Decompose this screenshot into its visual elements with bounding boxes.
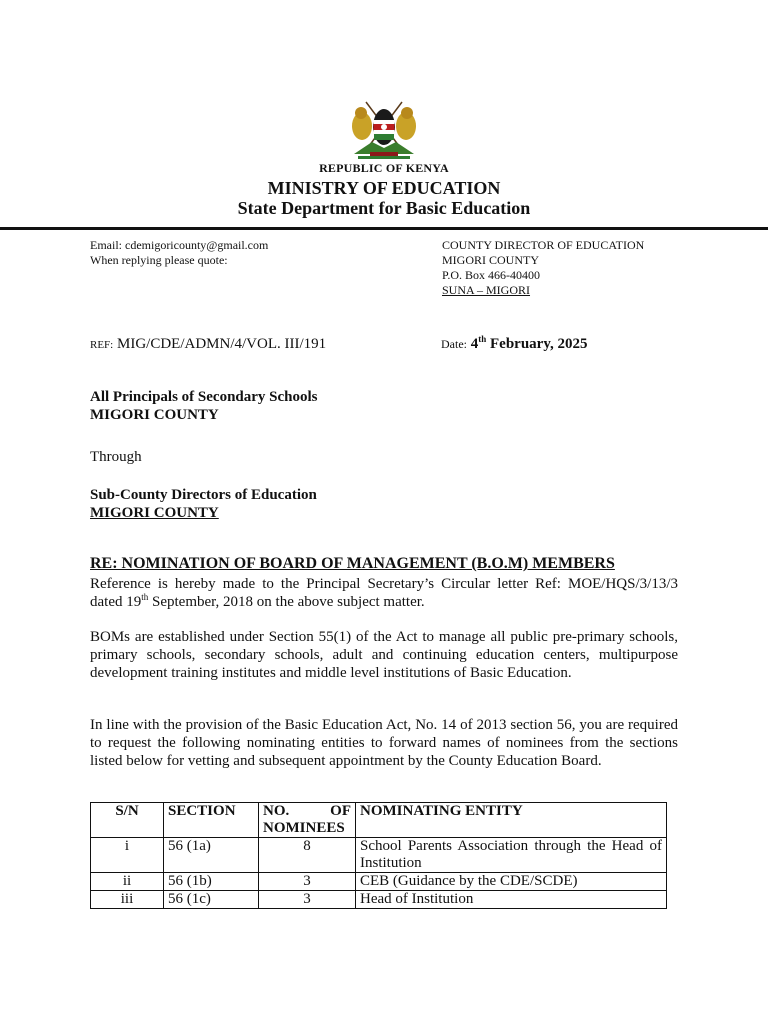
quote-line: When replying please quote:: [90, 253, 228, 267]
row-nominees: 3: [259, 891, 356, 909]
addressee-line-4: MIGORI COUNTY: [90, 505, 219, 521]
paragraph-2: BOMs are established under Section 55(1) of the Act to manage all public pre-primary schools, primary schools, secondary schools, adult and continuing education centers, multipurpose development training institutes and middle level institutions of Basic Education.: [90, 629, 678, 681]
subject-line: RE: NOMINATION OF BOARD OF MANAGEMENT (B.O.M) MEMBERS: [90, 555, 615, 572]
table-row: [91, 873, 667, 891]
header-nominees-a: NO.: [263, 803, 290, 819]
row-nominees: 3: [259, 873, 356, 891]
nominees-table: [90, 802, 667, 909]
header-section: SECTION: [164, 803, 259, 838]
row-section: 56 (1c): [164, 891, 259, 909]
row-entity: CEB (Guidance by the CDE/SCDE): [356, 873, 667, 891]
location-line: SUNA – MIGORI: [442, 283, 531, 297]
paragraph-1: [90, 575, 678, 611]
table-row: [91, 891, 667, 909]
ref-label: REF:: [90, 339, 114, 351]
addressee-line-3: Sub-County Directors of Education: [90, 487, 317, 503]
addressee-secondary: [90, 486, 317, 522]
ministry-heading: MINISTRY OF EDUCATION: [267, 178, 501, 198]
county-line: MIGORI COUNTY: [442, 253, 539, 267]
reference-line: [90, 336, 326, 353]
paragraph-3: In line with the provision of the Basic Education Act, No. 14 of 2013 section 56, you are required to request the following nominating entities to forward names of nominees from the sections listed below for vetting and subsequent appointment by the County Education Board.: [90, 717, 678, 769]
header-entity: NOMINATING ENTITY: [356, 803, 667, 838]
letterhead-divider: [0, 227, 768, 230]
email-line: Email: cdemigoricounty@gmail.com: [90, 238, 269, 252]
header-sn: S/N: [91, 803, 164, 838]
row-sn: ii: [91, 873, 164, 891]
office-line: COUNTY DIRECTOR OF EDUCATION: [442, 238, 645, 252]
ref-value: MIG/CDE/ADMN/4/VOL. III/191: [116, 336, 327, 352]
row-sn: iii: [91, 891, 164, 909]
po-box-line: P.O. Box 466-40400: [442, 268, 541, 282]
date-day: 4: [470, 336, 479, 352]
date-label: Date:: [441, 337, 467, 351]
addressee-primary: [90, 388, 318, 424]
row-section: 56 (1a): [164, 838, 259, 873]
state-department-heading: State Department for Basic Education: [237, 198, 531, 218]
header-nominees: [259, 803, 356, 838]
date-suffix: th: [478, 334, 487, 344]
contact-right: [442, 238, 644, 298]
row-nominees: 8: [259, 838, 356, 873]
header-nominees-c: NOMINEES: [263, 820, 345, 836]
paragraph-1-text-a: Reference is hereby made to the Principal Secretary’s Circular letter Ref: MOE/HQS/3/13/3 dated 19: [90, 576, 678, 610]
date-rest: February, 2025: [490, 336, 588, 352]
row-entity: Head of Institution: [356, 891, 667, 909]
date-line: [441, 336, 588, 353]
row-sn: i: [91, 838, 164, 873]
through-line: Through: [90, 449, 142, 465]
addressee-line-2: MIGORI COUNTY: [90, 407, 219, 423]
paragraph-1-sup: th: [141, 592, 149, 602]
paragraph-1-text-b: September, 2018 on the above subject matter.: [148, 594, 425, 610]
row-entity: School Parents Association through the Head of Institution: [356, 838, 667, 873]
table-row: [91, 838, 667, 873]
row-section: 56 (1b): [164, 873, 259, 891]
table-header-row: [91, 803, 667, 838]
header-nominees-b: OF: [330, 803, 351, 819]
kenya-coat-of-arms-icon: [344, 98, 424, 162]
contact-left: [90, 238, 268, 268]
republic-heading: REPUBLIC OF KENYA: [319, 161, 449, 175]
addressee-line-1: All Principals of Secondary Schools: [90, 389, 318, 405]
